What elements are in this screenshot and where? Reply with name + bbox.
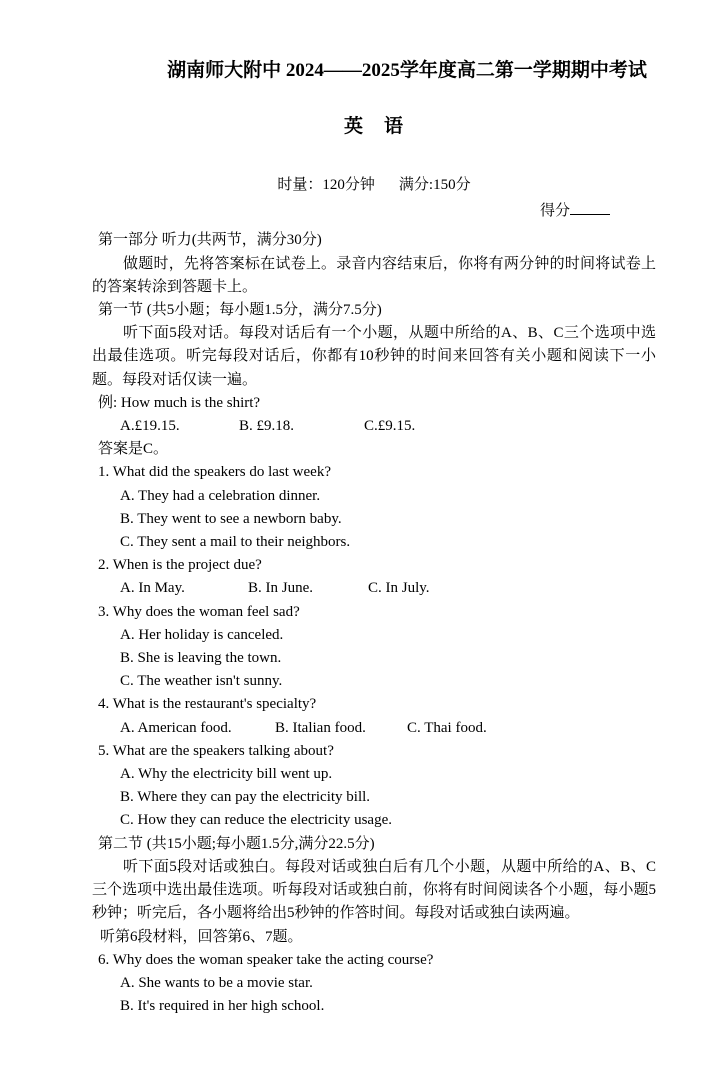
question-2-option-a: A. In May. [120,580,185,597]
score-line [92,199,656,223]
section2-heading: 第二节 (共15小题;每小题1.5分,满分22.5分) [98,835,375,852]
question-5-option-b: B. Where they can pay the electricity bill. [120,789,371,806]
score-blank [570,199,610,215]
question-1: 1. What did the speakers do last week? [98,464,331,481]
question-6-option-a: A. She wants to be a movie star. [120,974,313,991]
question-5-option-c: C. How they can reduce the electricity usage. [120,812,392,829]
example-question: 例: How much is the shirt? [98,394,261,411]
score-label: 得分 [539,203,570,220]
example-option-c: C.£9.15. [364,418,416,435]
question-2-option-b: B. In June. [248,580,313,597]
question-3-option-a: A. Her holiday is canceled. [120,626,284,643]
question-6-option-b: B. It's required in her high school. [120,998,325,1015]
example-options [120,415,656,438]
material-6-note: 听第6段材料，回答第6、7题。 [100,928,303,945]
example-option-a: A.£19.15. [120,418,180,435]
question-2-options [120,577,656,600]
section2-instructions: 听下面5段对话或独白。每段对话或独白后有几个小题，从题中所给的A、B、C三个选项中选出最佳选项。听每段对话或独白前，你将有时间阅读各个小题，每小题5秒钟；听完后，各小题将给出5秒钟的作答时间。每段对话或独白读两遍。 [92,858,656,922]
example-answer: 答案是C。 [98,441,169,458]
section1-heading: 第一节 (共5小题；每小题1.5分，满分7.5分) [98,302,382,319]
question-4-options [120,717,656,740]
question-4-option-b: B. Italian food. [275,719,366,736]
example-option-b: B. £9.18. [239,418,295,435]
question-4: 4. What is the restaurant's specialty? [98,696,317,713]
part1-instructions: 做题时，先将答案标在试卷上。录音内容结束后，你将有两分钟的时间将试卷上的答案转涂到答题卡上。 [92,255,656,295]
question-5: 5. What are the speakers talking about? [98,742,334,759]
question-1-option-a: A. They had a celebration dinner. [120,487,321,504]
part1-heading: 第一部分 听力(共两节，满分30分) [98,232,322,249]
section1-instructions: 听下面5段对话。每段对话后有一个小题，从题中所给的A、B、C三个选项中选出最佳选项。听完每段对话后，你都有10秒钟的时间来回答有关小题和阅读下一小题。每段对话仅读一遍。 [92,325,656,388]
question-4-option-a: A. American food. [120,719,232,736]
exam-title: 湖南师大附中 2024——2025学年度高二第一学期期中考试 [167,60,647,81]
question-3-option-c: C. The weather isn't sunny. [120,673,283,690]
full-score-label: 满分:150分 [398,177,471,193]
question-2: 2. When is the project due? [98,557,262,574]
question-4-option-c: C. Thai food. [407,719,487,736]
question-3-option-b: B. She is leaving the town. [120,650,282,667]
exam-meta [92,174,656,197]
subject-title: 英 语 [343,116,404,137]
question-5-option-a: A. Why the electricity bill went up. [120,766,333,783]
question-3: 3. Why does the woman feel sad? [98,603,300,620]
question-1-option-b: B. They went to see a newborn baby. [120,510,342,527]
question-1-option-c: C. They sent a mail to their neighbors. [120,534,351,551]
question-2-option-c: C. In July. [368,580,430,597]
question-6: 6. Why does the woman speaker take the acting course? [98,951,434,968]
duration-label: 时量：120分钟 [277,177,375,193]
